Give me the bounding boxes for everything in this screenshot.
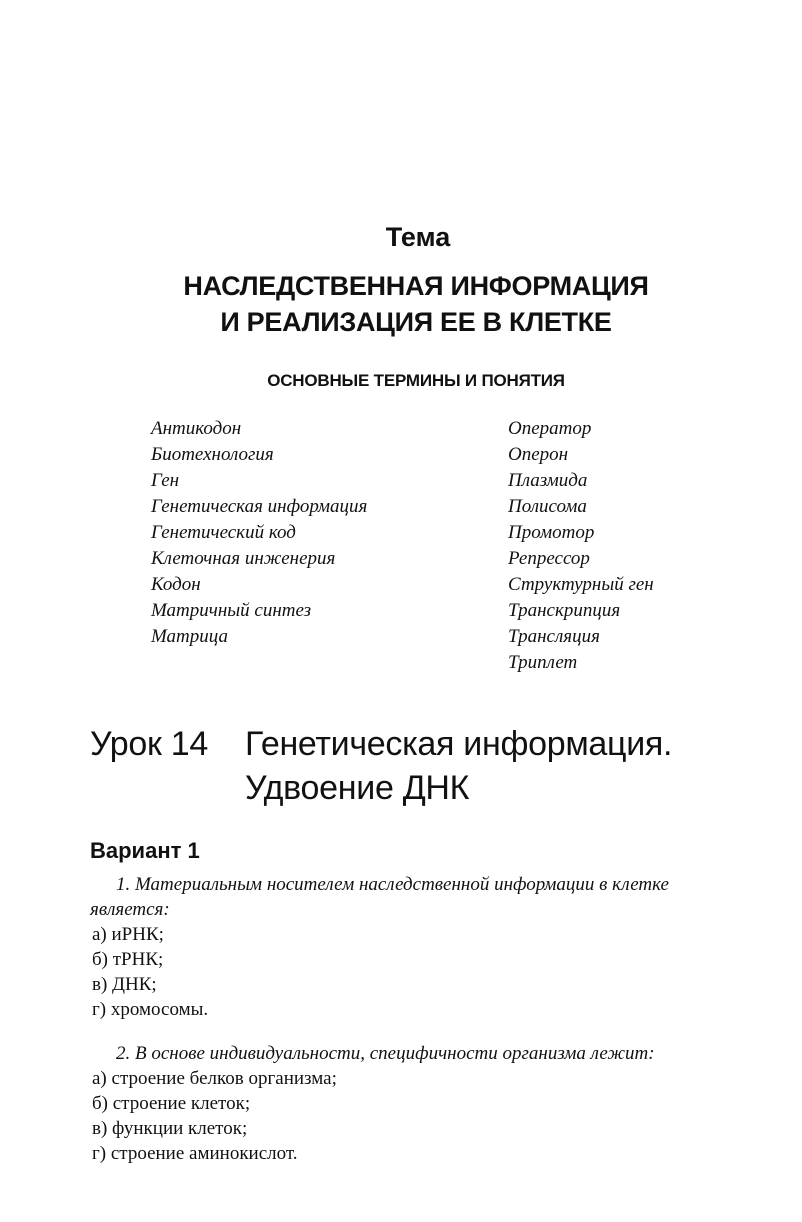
term-item: Кодон bbox=[151, 574, 201, 595]
answer-options bbox=[90, 922, 750, 1022]
topic-title-line-1: НАСЛЕДСТВЕННАЯ ИНФОРМАЦИЯ bbox=[183, 271, 649, 301]
terms-heading: ОСНОВНЫЕ ТЕРМИНЫ И ПОНЯТИЯ bbox=[267, 371, 565, 390]
answer-option: а) иРНК; bbox=[92, 924, 164, 945]
topic-title bbox=[0, 268, 802, 340]
term-item: Промотор bbox=[508, 522, 595, 543]
term-item: Структурный ген bbox=[508, 574, 654, 595]
term-item: Плазмида bbox=[508, 470, 588, 491]
term-item: Оператор bbox=[508, 418, 592, 439]
answer-option: а) строение белков организма; bbox=[92, 1068, 337, 1089]
answer-option: в) ДНК; bbox=[92, 974, 157, 995]
term-item: Транскрипция bbox=[508, 600, 621, 621]
question-2 bbox=[90, 1041, 750, 1166]
term-item: Биотехнология bbox=[151, 444, 274, 465]
answer-option: г) строение аминокислот. bbox=[92, 1143, 298, 1164]
term-item: Трансляция bbox=[508, 626, 600, 647]
answer-option: б) строение клеток; bbox=[92, 1093, 251, 1114]
term-item: Матрица bbox=[151, 626, 229, 647]
term-item: Репрессор bbox=[508, 548, 590, 569]
answer-option: в) функции клеток; bbox=[92, 1118, 248, 1139]
answer-option: б) тРНК; bbox=[92, 949, 164, 970]
term-item: Триплет bbox=[508, 652, 578, 673]
term-item: Клеточная инженерия bbox=[151, 548, 336, 569]
terms-list-right bbox=[508, 416, 654, 676]
terms-list-left bbox=[151, 416, 367, 650]
lesson-title-line-2: Удвоение ДНК bbox=[245, 769, 470, 807]
question-1 bbox=[90, 872, 750, 1022]
lesson-number: Урок 14 bbox=[90, 725, 208, 763]
answer-options bbox=[90, 1066, 750, 1166]
term-item: Ген bbox=[151, 470, 180, 491]
term-item: Генетический код bbox=[151, 522, 296, 543]
term-item: Генетическая информация bbox=[151, 496, 368, 517]
question-text: 2. В основе индивидуальности, специфичности организма лежит: bbox=[116, 1043, 655, 1064]
question-text: 1. Материальным носителем наследственной информации в клетке является: bbox=[90, 874, 669, 920]
answer-option: г) хромосомы. bbox=[92, 999, 209, 1020]
topic-title-line-2: И РЕАЛИЗАЦИЯ ЕЕ В КЛЕТКЕ bbox=[220, 307, 612, 337]
topic-label: Тема bbox=[385, 222, 451, 252]
variant-heading: Вариант 1 bbox=[90, 838, 200, 863]
term-item: Полисома bbox=[508, 496, 587, 517]
term-item: Антикодон bbox=[151, 418, 242, 439]
lesson-heading bbox=[90, 722, 672, 810]
lesson-title-line-1: Генетическая информация. bbox=[245, 725, 673, 763]
term-item: Матричный синтез bbox=[151, 600, 312, 621]
term-item: Оперон bbox=[508, 444, 569, 465]
